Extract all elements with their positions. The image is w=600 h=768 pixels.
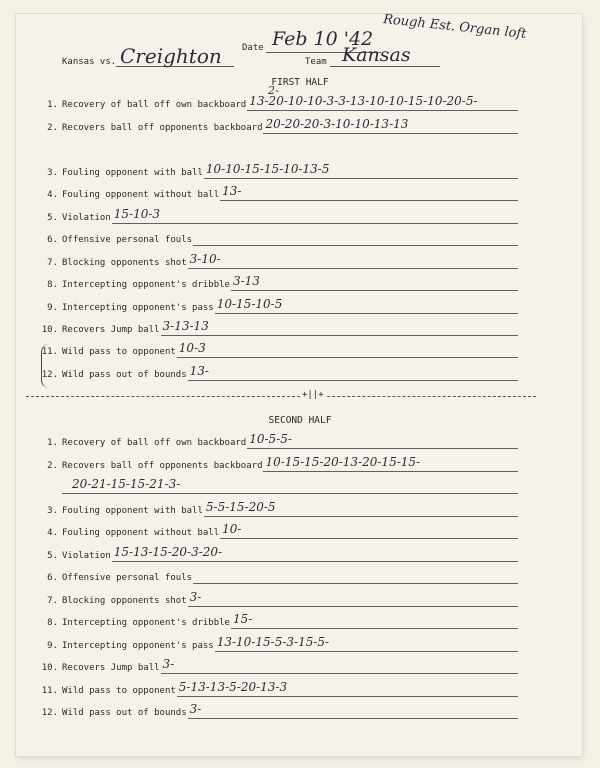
stat-label: Recovery of ball off own backboard — [62, 438, 247, 448]
stat-number: 11. — [41, 686, 58, 696]
bracket-mark — [41, 344, 52, 388]
stat-tally-continuation: 20-21-15-15-21-3- — [72, 477, 181, 491]
stat-row — [0, 590, 600, 612]
stat-row — [0, 702, 600, 724]
stat-label: Recovery of ball off own backboard — [62, 100, 247, 110]
stat-number: 8. — [47, 280, 58, 290]
stat-number: 7. — [47, 258, 58, 268]
stat-row — [0, 522, 600, 544]
stat-tally: 3-13-13 — [162, 319, 209, 333]
stat-number: 12. — [41, 370, 58, 380]
stat-number: 5. — [47, 551, 58, 561]
stat-number: 9. — [47, 303, 58, 313]
stat-entry-line — [231, 628, 518, 629]
stat-tally: 20-20-20-3-10-10-13-13 — [265, 117, 409, 131]
stat-entry-line — [188, 606, 518, 607]
stat-tally: 13- — [189, 364, 209, 378]
date-label: Date — [242, 43, 264, 53]
stat-label: Blocking opponents shot — [62, 596, 187, 606]
team-name: Kansas — [342, 44, 411, 66]
stat-tally: 10-15-15-20-13-20-15-15- — [265, 455, 421, 469]
stat-row — [0, 252, 600, 274]
date-value: Feb 10 '42 — [272, 28, 374, 50]
stat-label: Blocking opponents shot — [62, 258, 187, 268]
stat-label: Intercepting opponent's dribble — [62, 280, 230, 290]
stat-row — [0, 319, 600, 341]
stat-number: 6. — [47, 573, 58, 583]
stat-row — [0, 297, 600, 319]
stat-entry-line — [112, 561, 518, 562]
stat-entry-line — [161, 673, 518, 674]
stat-row — [0, 207, 600, 229]
stat-tally: 10-10-15-15-10-13-5 — [205, 162, 330, 176]
stat-entry-line — [193, 245, 518, 246]
second-half-title: SECOND HALF — [268, 415, 332, 426]
stat-entry-line — [215, 651, 518, 652]
kansas-vs-label: Kansas vs. — [62, 57, 117, 67]
stat-label: Recovers Jump ball — [62, 663, 160, 673]
stat-tally: 3- — [189, 590, 202, 604]
stat-number: 4. — [47, 190, 58, 200]
opponent-name: Creighton — [120, 44, 222, 68]
stat-label: Intercepting opponent's pass — [62, 641, 214, 651]
stat-entry-line — [247, 110, 518, 111]
stat-row — [0, 612, 600, 634]
divider-mark: +||+ — [302, 390, 324, 400]
stat-entry-line — [188, 268, 518, 269]
stat-row — [0, 162, 600, 184]
stat-entry-line — [188, 718, 518, 719]
stat-tally: 10-15-10-5 — [216, 297, 283, 311]
stat-entry-line — [161, 335, 518, 336]
stat-row — [0, 635, 600, 657]
stat-number: 10. — [41, 325, 58, 335]
stat-number: 7. — [47, 596, 58, 606]
stat-entry-line — [204, 516, 518, 517]
stat-row — [0, 500, 600, 522]
stat-row — [0, 274, 600, 296]
stat-entry-line — [204, 178, 518, 179]
stat-label: Intercepting opponent's pass — [62, 303, 214, 313]
stat-row — [0, 657, 600, 679]
stat-tally: 13-20-10-10-3-3-13-10-10-15-10-20-5- — [249, 94, 478, 108]
stat-row-continuation — [0, 477, 600, 499]
stat-number: 4. — [47, 528, 58, 538]
stat-entry-line — [220, 538, 518, 539]
stat-entry-line — [177, 357, 518, 358]
stat-number: 3. — [47, 506, 58, 516]
stat-number: 12. — [41, 708, 58, 718]
stat-number: 5. — [47, 213, 58, 223]
stat-row — [0, 184, 600, 206]
stat-number: 8. — [47, 618, 58, 628]
top-right-note: Rough Est. Organ loft — [382, 12, 528, 42]
stat-row — [0, 680, 600, 702]
stat-number: 11. — [41, 347, 58, 357]
stat-label: Fouling opponent with ball — [62, 168, 203, 178]
first-half-mark: 2- — [268, 84, 279, 97]
stat-number: 9. — [47, 641, 58, 651]
half-divider — [26, 396, 536, 397]
stat-label: Recovers ball off opponents backboard — [62, 123, 263, 133]
stat-label: Intercepting opponent's dribble — [62, 618, 230, 628]
stat-entry-line — [177, 696, 518, 697]
stat-tally: 3- — [162, 657, 175, 671]
stat-row — [0, 545, 600, 567]
stat-label: Offensive personal fouls — [62, 573, 193, 583]
stat-number: 1. — [47, 438, 58, 448]
stat-tally: 10- — [222, 522, 242, 536]
stat-row — [0, 455, 600, 477]
stat-label: Fouling opponent without ball — [62, 190, 220, 200]
stat-tally: 3- — [189, 702, 202, 716]
stat-label: Wild pass to opponent — [62, 686, 176, 696]
stat-row — [0, 432, 600, 454]
stat-tally: 5-5-15-20-5 — [205, 500, 276, 514]
stat-row — [0, 94, 600, 116]
stat-number: 3. — [47, 168, 58, 178]
stat-entry-line — [263, 133, 518, 134]
stat-number: 6. — [47, 235, 58, 245]
stat-entry-line — [247, 448, 518, 449]
stat-number: 2. — [47, 123, 58, 133]
stat-entry-line — [263, 471, 518, 472]
stat-label: Recovers Jump ball — [62, 325, 160, 335]
stat-tally: 15- — [232, 612, 253, 626]
stat-label: Wild pass to opponent — [62, 347, 176, 357]
stat-label: Violation — [62, 213, 111, 223]
stat-row — [0, 229, 600, 251]
stat-label: Wild pass out of bounds — [62, 370, 187, 380]
stat-tally: 3-13 — [232, 274, 260, 288]
stat-tally: 15-10-3 — [113, 207, 161, 221]
team-line — [330, 66, 440, 67]
stat-entry-line — [112, 223, 518, 224]
stat-tally: 13- — [222, 184, 242, 198]
stat-entry-line — [188, 380, 518, 381]
stat-number: 2. — [47, 461, 58, 471]
stat-label: Wild pass out of bounds — [62, 708, 187, 718]
stat-entry-line — [193, 583, 518, 584]
stat-tally: 10-5-5- — [249, 432, 292, 446]
team-label: Team — [305, 57, 327, 67]
stat-row — [0, 567, 600, 589]
first-half-title: FIRST HALF — [271, 77, 329, 88]
stat-label: Violation — [62, 551, 111, 561]
stat-row — [0, 364, 600, 386]
stat-entry-line — [215, 313, 518, 314]
stat-number: 1. — [47, 100, 58, 110]
stat-number: 10. — [41, 663, 58, 673]
stat-label: Offensive personal fouls — [62, 235, 193, 245]
stat-label: Recovers ball off opponents backboard — [62, 461, 263, 471]
stat-entry-line — [220, 200, 518, 201]
stat-tally: 15-13-15-20-3-20- — [113, 545, 223, 559]
stat-row — [0, 117, 600, 139]
stat-tally: 10-3 — [178, 341, 206, 355]
stat-entry-line — [231, 290, 518, 291]
stat-tally: 5-13-13-5-20-13-3 — [178, 680, 288, 694]
stat-label: Fouling opponent with ball — [62, 506, 203, 516]
stat-tally: 13-10-15-5-3-15-5- — [216, 635, 330, 649]
stat-label: Fouling opponent without ball — [62, 528, 220, 538]
stat-row — [0, 341, 600, 363]
stat-entry-line — [62, 493, 518, 494]
stat-tally: 3-10- — [189, 252, 221, 266]
